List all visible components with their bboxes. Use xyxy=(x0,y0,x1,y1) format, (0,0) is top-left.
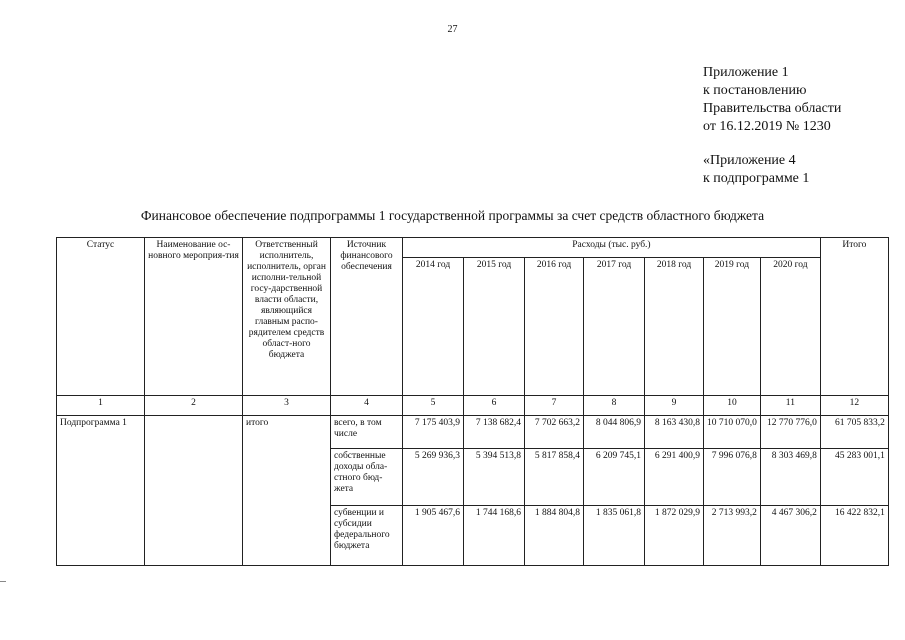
margin-mark xyxy=(0,581,6,582)
responsible-cell: итого xyxy=(243,416,331,566)
header-year: 2019 год xyxy=(704,258,761,396)
value-cell: 5 269 936,3 xyxy=(403,449,464,506)
header-year: 2016 год xyxy=(525,258,584,396)
value-cell: 7 175 403,9 xyxy=(403,416,464,449)
value-cell: 5 817 858,4 xyxy=(525,449,584,506)
funding-source-cell: всего, в том числе xyxy=(331,416,403,449)
total-cell: 45 283 001,1 xyxy=(820,449,888,506)
value-cell: 6 209 745,1 xyxy=(584,449,645,506)
column-index: 2 xyxy=(145,396,243,416)
page-number: 27 xyxy=(447,24,458,35)
financing-table xyxy=(56,237,889,566)
header-main-activity: Наименование ос-новного мероприя-тия xyxy=(145,238,243,396)
value-cell: 1 835 061,8 xyxy=(584,506,645,566)
appendix-line: к постановлению xyxy=(703,83,807,98)
column-index: 8 xyxy=(584,396,645,416)
column-index: 12 xyxy=(820,396,888,416)
header-year: 2020 год xyxy=(760,258,820,396)
value-cell: 5 394 513,8 xyxy=(464,449,525,506)
header-year: 2015 год xyxy=(464,258,525,396)
appendix-line: Правительства области xyxy=(703,101,842,116)
appendix-line: «Приложение 4 xyxy=(703,153,796,168)
column-index: 11 xyxy=(760,396,820,416)
funding-source-cell: собственные доходы обла-стного бюд-жета xyxy=(331,449,403,506)
value-cell: 8 303 469,8 xyxy=(760,449,820,506)
appendix-line: от 16.12.2019 № 1230 xyxy=(703,119,831,134)
header-expenses: Расходы (тыс. руб.) xyxy=(403,238,821,258)
column-index: 1 xyxy=(57,396,145,416)
value-cell: 6 291 400,9 xyxy=(645,449,704,506)
value-cell: 1 872 029,9 xyxy=(645,506,704,566)
status-cell: Подпрограмма 1 xyxy=(57,416,145,566)
header-responsible: Ответственный исполнитель, исполнитель, орган исполни-тельной госу-дарственной власти области, являющийся главным распо-рядителем средств област-ного бюджета xyxy=(243,238,331,396)
value-cell: 7 138 682,4 xyxy=(464,416,525,449)
value-cell: 8 044 806,9 xyxy=(584,416,645,449)
main-activity-cell xyxy=(145,416,243,566)
value-cell: 1 884 804,8 xyxy=(525,506,584,566)
value-cell: 4 467 306,2 xyxy=(760,506,820,566)
column-index-row xyxy=(57,396,889,416)
total-cell: 61 705 833,2 xyxy=(820,416,888,449)
column-index: 9 xyxy=(645,396,704,416)
value-cell: 7 996 076,8 xyxy=(704,449,761,506)
value-cell: 1 744 168,6 xyxy=(464,506,525,566)
value-cell: 7 702 663,2 xyxy=(525,416,584,449)
appendix-subprogram-block xyxy=(703,152,809,188)
column-index: 10 xyxy=(704,396,761,416)
header-total: Итого xyxy=(820,238,888,396)
total-cell: 16 422 832,1 xyxy=(820,506,888,566)
header-status: Статус xyxy=(57,238,145,396)
value-cell: 10 710 070,0 xyxy=(704,416,761,449)
column-index: 7 xyxy=(525,396,584,416)
appendix-line: к подпрограмме 1 xyxy=(703,171,810,186)
table-row xyxy=(57,416,889,449)
appendix-block xyxy=(703,64,841,136)
value-cell: 2 713 993,2 xyxy=(704,506,761,566)
value-cell: 8 163 430,8 xyxy=(645,416,704,449)
value-cell: 1 905 467,6 xyxy=(403,506,464,566)
column-index: 6 xyxy=(464,396,525,416)
header-year: 2018 год xyxy=(645,258,704,396)
document-title: Финансовое обеспечение подпрограммы 1 государственной программы за счет средств областного бюджета xyxy=(140,208,765,223)
value-cell: 12 770 776,0 xyxy=(760,416,820,449)
header-funding-source: Источник финансового обеспечения xyxy=(331,238,403,396)
header-year: 2014 год xyxy=(403,258,464,396)
column-index: 4 xyxy=(331,396,403,416)
header-year: 2017 год xyxy=(584,258,645,396)
column-index: 3 xyxy=(243,396,331,416)
appendix-line: Приложение 1 xyxy=(703,65,789,80)
funding-source-cell: субвенции и субсидии федерального бюджета xyxy=(331,506,403,566)
column-index: 5 xyxy=(403,396,464,416)
